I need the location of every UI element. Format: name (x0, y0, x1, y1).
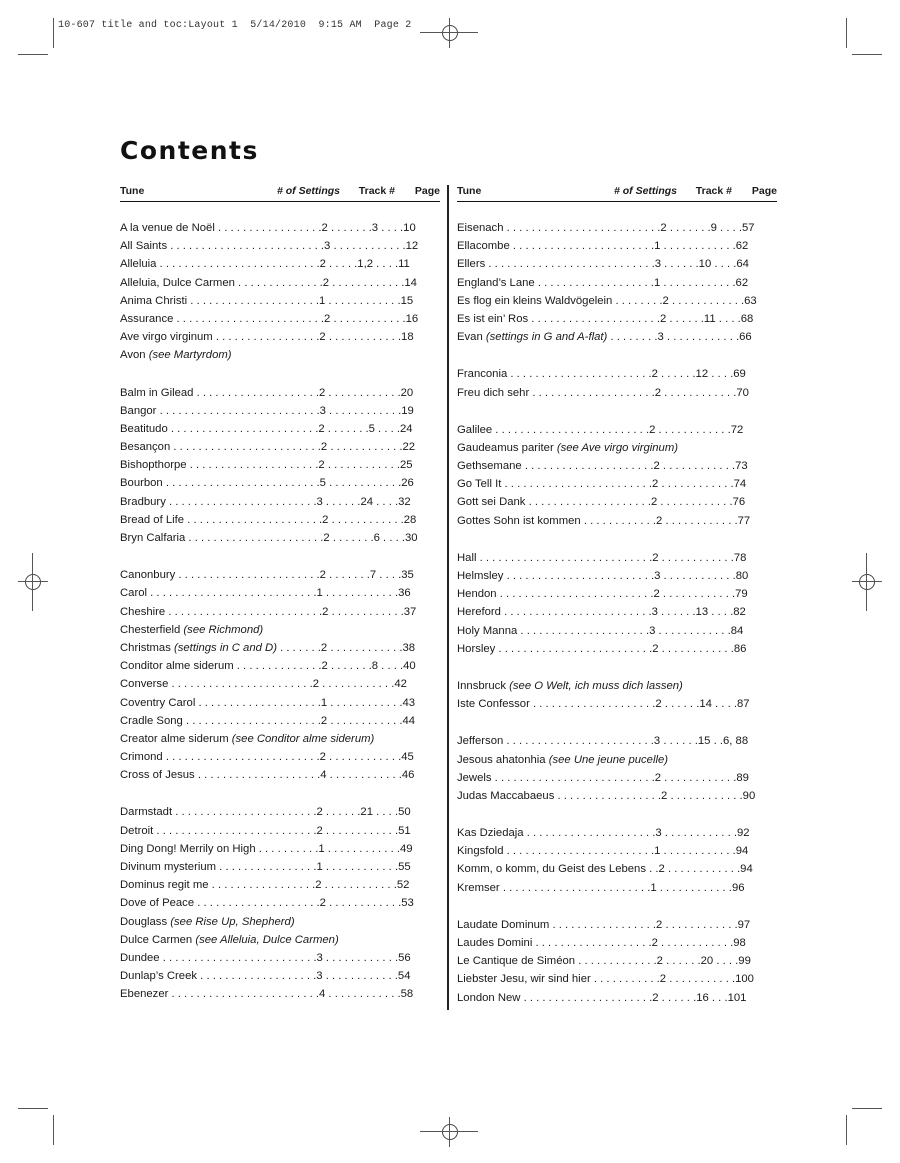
toc-entry (457, 879, 777, 897)
entry-text: Anima Christi . . . . . . . . . . . . . . . . . . . . .1 . . . . . . . . . . . .15 (120, 294, 414, 307)
toc-entry (120, 858, 440, 876)
toc-entry (457, 695, 777, 713)
toc-entry (457, 219, 777, 237)
entry-text: Bangor . . . . . . . . . . . . . . . . . . . . . . . . . .3 . . . . . . . . . . . .19 (120, 404, 414, 417)
toc-entry (120, 603, 440, 621)
toc-entry (457, 916, 777, 934)
group-spacer (457, 346, 777, 365)
entry-name: Gaudeamus pariter (457, 441, 557, 454)
registration-mark-icon (866, 553, 867, 611)
entry-note: (see Alleluia, Dulce Carmen) (195, 933, 339, 946)
entry-text: Liebster Jesu, wir sind hier . . . . . . . . . . .2 . . . . . . . . . . .100 (457, 973, 754, 986)
entry-text: Bourbon . . . . . . . . . . . . . . . . . . . . . . . . .5 . . . . . . . . . . . .26 (120, 477, 414, 490)
entry-text: Laudate Dominum . . . . . . . . . . . . . . . . .2 . . . . . . . . . . . .97 (457, 918, 751, 931)
header-settings: # of Settings (276, 185, 340, 197)
entry-text: Crimond . . . . . . . . . . . . . . . . . . . . . . . . .2 . . . . . . . . . . . .45 (120, 751, 414, 764)
toc-entry (457, 585, 777, 603)
group-spacer (457, 530, 777, 549)
entry-text: Coventry Carol . . . . . . . . . . . . . . . . . . . .1 . . . . . . . . . . . .43 (120, 696, 416, 709)
entry-text: Bryn Calfaria . . . . . . . . . . . . . . . . . . . . . .2 . . . . . . .6 . . . .30 (120, 532, 418, 544)
toc-entry (457, 640, 777, 658)
entry-text: Assurance . . . . . . . . . . . . . . . . . . . . . . . .2 . . . . . . . . . . . .16 (120, 312, 419, 325)
entry-text: Besançon . . . . . . . . . . . . . . . . . . . . . . . .2 . . . . . . . . . . . .22 (120, 441, 416, 454)
toc-entry (457, 622, 777, 640)
entry-text: Dominus regit me . . . . . . . . . . . . . . . . .2 . . . . . . . . . . . .52 (120, 879, 410, 892)
entry-text: Eisenach . . . . . . . . . . . . . . . . . . . . . . . . .2 . . . . . . .9 . . . .57 (457, 222, 755, 234)
toc-entry (457, 970, 777, 988)
toc-entry (457, 475, 777, 493)
crop-mark (53, 1115, 54, 1145)
entry-text: Franconia . . . . . . . . . . . . . . . . . . . . . . .2 . . . . . .12 . . . .69 (457, 368, 746, 381)
entry-text: Kas Dziedaja . . . . . . . . . . . . . . . . . . . . .3 . . . . . . . . . . . .92 (457, 827, 750, 840)
print-slug: 10-607 title and toc:Layout 1 5/14/2010 9:15 AM Page 2 (58, 20, 412, 31)
header-track: Track # (695, 185, 732, 197)
entry-text: Dundee . . . . . . . . . . . . . . . . . . . . . . . . .3 . . . . . . . . . . . .56 (120, 951, 411, 964)
column-divider (447, 185, 449, 1010)
toc-list (120, 219, 440, 1004)
crop-mark (53, 18, 54, 48)
toc-entry (457, 384, 777, 402)
toc-entry (120, 384, 440, 402)
entry-text: Freu dich sehr . . . . . . . . . . . . . . . . . . . .2 . . . . . . . . . . . .70 (457, 386, 749, 399)
toc-column-right (457, 185, 777, 1004)
toc-entry (120, 621, 440, 639)
entry-text: Bradbury . . . . . . . . . . . . . . . . . . . . . . . .3 . . . . . .24 . . . .32 (120, 495, 411, 508)
group-spacer (120, 547, 440, 566)
entry-text: Judas Maccabaeus . . . . . . . . . . . . . . . . .2 . . . . . . . . . . . .90 (457, 789, 756, 802)
toc-entry (457, 439, 777, 457)
column-header (457, 185, 777, 202)
entry-text: Beatitudo . . . . . . . . . . . . . . . . . . . . . . . .2 . . . . . . .5 . . . .24 (120, 422, 413, 435)
toc-entry (120, 639, 440, 657)
toc-entry (120, 803, 440, 821)
entry-text: Alleluia, Dulce Carmen . . . . . . . . . . . . . .2 . . . . . . . . . . . .14 (120, 276, 417, 289)
toc-list (457, 219, 777, 1007)
toc-entry (120, 310, 440, 328)
toc-entry (120, 694, 440, 712)
toc-entry (120, 584, 440, 602)
entry-text: Es flog ein kleins Waldvögelein . . . . . . . .2 . . . . . . . . . . . .63 (457, 294, 757, 307)
toc-entry (457, 549, 777, 567)
entry-text: Galilee . . . . . . . . . . . . . . . . . . . . . . . . .2 . . . . . . . . . . . .72 (457, 423, 744, 436)
entry-text: England’s Lane . . . . . . . . . . . . . . . . . . .1 . . . . . . . . . . . .62 (457, 276, 749, 289)
header-track: Track # (358, 185, 395, 197)
crop-mark (18, 54, 48, 55)
toc-entry (457, 732, 777, 750)
entry-note: (see Rise Up, Shepherd) (170, 915, 295, 928)
entry-text: Gott sei Dank . . . . . . . . . . . . . . . . . . . .2 . . . . . . . . . . . .76 (457, 496, 746, 509)
header-tune: Tune (120, 185, 145, 197)
toc-entry (120, 493, 440, 511)
entry-name: Evan (457, 331, 486, 344)
entry-text: Darmstadt . . . . . . . . . . . . . . . . . . . . . . .2 . . . . . .21 . . . .50 (120, 806, 411, 819)
header-settings: # of Settings (613, 185, 677, 197)
entry-text: Hereford . . . . . . . . . . . . . . . . . . . . . . . .3 . . . . . .13 . . . .82 (457, 606, 746, 619)
entry-note: (see Conditor alme siderum) (231, 732, 375, 745)
entry-text: Komm, o komm, du Geist des Lebens . .2 . . . . . . . . . . . .94 (457, 863, 753, 876)
toc-entry (120, 657, 440, 675)
toc-entry (120, 876, 440, 894)
entry-name: Christmas (120, 641, 174, 654)
entry-text: Kremser . . . . . . . . . . . . . . . . . . . . . . . .1 . . . . . . . . . . . .96 (457, 881, 745, 894)
header-tune: Tune (457, 185, 482, 197)
entry-text: Divinum mysterium . . . . . . . . . . . . . . . .1 . . . . . . . . . . . .55 (120, 861, 411, 873)
toc-column-left (120, 185, 440, 1001)
toc-entry (120, 894, 440, 912)
group-spacer (457, 713, 777, 732)
registration-mark-icon (852, 581, 882, 582)
entry-text: Dunlap’s Creek . . . . . . . . . . . . . . . . . . .3 . . . . . . . . . . . .54 (120, 970, 411, 983)
entry-name: Douglass (120, 915, 171, 928)
toc-entry (120, 255, 440, 273)
toc-entry (457, 603, 777, 621)
toc-entry (120, 766, 440, 784)
entry-values: . . . . . . . .3 . . . . . . . . . . . .66 (607, 331, 752, 344)
entry-text: A la venue de Noël . . . . . . . . . . . . . . . . .2 . . . . . . .3 . . . .10 (120, 222, 416, 234)
toc-entry (457, 934, 777, 952)
registration-mark-icon (859, 574, 875, 590)
entry-text: Ellers . . . . . . . . . . . . . . . . . . . . . . . . . . .3 . . . . . .10 . . . .64 (457, 258, 749, 271)
registration-mark-icon (449, 1117, 450, 1147)
toc-entry (457, 457, 777, 475)
entry-text: Iste Confessor . . . . . . . . . . . . . . . . . . . .2 . . . . . .14 . . . .87 (457, 698, 750, 711)
toc-entry (120, 438, 440, 456)
toc-entry (120, 511, 440, 529)
crop-mark (846, 18, 847, 48)
toc-entry (120, 949, 440, 967)
registration-mark-icon (442, 1124, 458, 1140)
entry-text: Bishopthorpe . . . . . . . . . . . . . . . . . . . . .2 . . . . . . . . . . . .25 (120, 459, 413, 472)
entry-text: Alleluia . . . . . . . . . . . . . . . . . . . . . . . . . .2 . . . . .1,2 . . . .11 (120, 258, 410, 271)
toc-entry (120, 219, 440, 237)
toc-entry (120, 840, 440, 858)
entry-values: . . . . . . .2 . . . . . . . . . . . .38 (276, 641, 416, 654)
entry-text: Ding Dong! Merrily on High . . . . . . . . . .1 . . . . . . . . . . . .49 (120, 842, 413, 855)
entry-text: Conditor alme siderum . . . . . . . . . . . . . .2 . . . . . . .8 . . . .40 (120, 660, 416, 673)
registration-mark-icon (420, 1131, 478, 1132)
entry-text: Le Cantique de Siméon . . . . . . . . . . . . .2 . . . . . .20 . . . .99 (457, 955, 751, 968)
registration-mark-icon (32, 553, 33, 611)
toc-entry (120, 967, 440, 985)
toc-entry (457, 842, 777, 860)
toc-entry (120, 346, 440, 364)
toc-entry (457, 274, 777, 292)
crop-mark (18, 1108, 48, 1109)
entry-text: Canonbury . . . . . . . . . . . . . . . . . . . . . . .2 . . . . . . .7 . . . .35 (120, 569, 414, 582)
toc-entry (457, 787, 777, 805)
entry-note: (settings in G and A-flat) (485, 331, 608, 344)
toc-entry (120, 675, 440, 693)
entry-name: Dulce Carmen (120, 933, 196, 946)
entry-text: London New . . . . . . . . . . . . . . . . . . . . .2 . . . . . .16 . . .101 (457, 991, 747, 1004)
entry-text: Balm in Gilead . . . . . . . . . . . . . . . . . . . .2 . . . . . . . . . . . .20 (120, 386, 414, 399)
header-page: Page (751, 185, 777, 197)
entry-note: (see Martyrdom) (148, 349, 232, 362)
entry-text: Hall . . . . . . . . . . . . . . . . . . . . . . . . . . . .2 . . . . . . . . . . . .78 (457, 551, 747, 564)
registration-mark-icon (25, 574, 41, 590)
entry-note: (settings in C and D) (173, 641, 277, 654)
group-spacer (120, 365, 440, 384)
toc-entry (120, 748, 440, 766)
toc-entry (457, 860, 777, 878)
entry-text: Cradle Song . . . . . . . . . . . . . . . . . . . . . .2 . . . . . . . . . . . .44 (120, 714, 416, 727)
toc-entry (120, 420, 440, 438)
toc-entry (457, 328, 777, 346)
entry-text: Hendon . . . . . . . . . . . . . . . . . . . . . . . . .2 . . . . . . . . . . . .79 (457, 588, 748, 601)
toc-entry (457, 824, 777, 842)
toc-entry (457, 237, 777, 255)
entry-text: Gethsemane . . . . . . . . . . . . . . . . . . . . .2 . . . . . . . . . . . .73 (457, 460, 748, 473)
entry-name: Creator alme siderum (120, 732, 232, 745)
toc-entry (457, 677, 777, 695)
entry-text: Cross of Jesus . . . . . . . . . . . . . . . . . . . .4 . . . . . . . . . . . .46 (120, 769, 415, 782)
toc-entry (457, 751, 777, 769)
header-page: Page (414, 185, 440, 197)
crop-mark (846, 1115, 847, 1145)
entry-text: Bread of Life . . . . . . . . . . . . . . . . . . . . . .2 . . . . . . . . . . . .28 (120, 513, 417, 526)
toc-entry (120, 402, 440, 420)
entry-name: Innsbruck (457, 679, 510, 692)
entry-text: Kingsfold . . . . . . . . . . . . . . . . . . . . . . . .1 . . . . . . . . . . . .94 (457, 845, 749, 858)
toc-entry (457, 310, 777, 328)
group-spacer (120, 784, 440, 803)
page-title: Contents (120, 136, 259, 165)
registration-mark-icon (442, 25, 458, 41)
toc-entry (457, 255, 777, 273)
toc-entry (120, 712, 440, 730)
crop-mark (852, 54, 882, 55)
toc-entry (457, 567, 777, 585)
registration-mark-icon (18, 581, 48, 582)
toc-entry (120, 456, 440, 474)
entry-text: Detroit . . . . . . . . . . . . . . . . . . . . . . . . . .2 . . . . . . . . . . . .51 (120, 824, 411, 837)
group-spacer (457, 897, 777, 916)
toc-entry (120, 292, 440, 310)
entry-name: Chesterfield (120, 623, 184, 636)
toc-entry (120, 474, 440, 492)
entry-note: (see Ave virgo virginum) (556, 441, 679, 454)
toc-entry (120, 822, 440, 840)
toc-entry (457, 952, 777, 970)
registration-mark-icon (420, 32, 478, 33)
entry-name: Avon (120, 349, 149, 362)
entry-text: Gottes Sohn ist kommen . . . . . . . . . . . .2 . . . . . . . . . . . .77 (457, 514, 751, 527)
entry-note: (see Une jeune pucelle) (548, 753, 669, 766)
entry-text: Horsley . . . . . . . . . . . . . . . . . . . . . . . . .2 . . . . . . . . . . . .86 (457, 642, 747, 655)
entry-text: Jefferson . . . . . . . . . . . . . . . . . . . . . . . .3 . . . . . .15 . .6, 88 (457, 735, 749, 748)
entry-text: Ave virgo virginum . . . . . . . . . . . . . . . . .2 . . . . . . . . . . . .18 (120, 331, 414, 344)
group-spacer (457, 805, 777, 824)
entry-name: Jesous ahatonhia (457, 753, 549, 766)
crop-mark (852, 1108, 882, 1109)
group-spacer (457, 658, 777, 677)
toc-entry (457, 769, 777, 787)
entry-text: Converse . . . . . . . . . . . . . . . . . . . . . . .2 . . . . . . . . . . . .42 (120, 678, 407, 691)
entry-text: Holy Manna . . . . . . . . . . . . . . . . . . . . .3 . . . . . . . . . . . .84 (457, 624, 744, 637)
entry-text: Carol . . . . . . . . . . . . . . . . . . . . . . . . . . .1 . . . . . . . . . . . .36 (120, 587, 411, 600)
column-header (120, 185, 440, 202)
group-spacer (457, 402, 777, 421)
toc-entry (120, 529, 440, 547)
entry-note: (see Richmond) (183, 623, 264, 636)
toc-entry (120, 566, 440, 584)
entry-text: Cheshire . . . . . . . . . . . . . . . . . . . . . . . . .2 . . . . . . . . . . . .37 (120, 605, 417, 618)
toc-entry (120, 274, 440, 292)
entry-text: Ebenezer . . . . . . . . . . . . . . . . . . . . . . . .4 . . . . . . . . . . . .58 (120, 988, 414, 1001)
entry-text: Laudes Domini . . . . . . . . . . . . . . . . . . .2 . . . . . . . . . . . .98 (457, 937, 746, 949)
toc-entry (457, 512, 777, 530)
toc-entry (120, 913, 440, 931)
toc-entry (120, 328, 440, 346)
entry-text: Jewels . . . . . . . . . . . . . . . . . . . . . . . . . .2 . . . . . . . . . . . .89 (457, 771, 749, 784)
toc-entry (457, 989, 777, 1007)
toc-entry (457, 421, 777, 439)
entry-text: Helmsley . . . . . . . . . . . . . . . . . . . . . . . .3 . . . . . . . . . . . .80 (457, 570, 749, 582)
entry-text: Ellacombe . . . . . . . . . . . . . . . . . . . . . . .1 . . . . . . . . . . . .62 (457, 240, 749, 253)
entry-text: Es ist ein’ Ros . . . . . . . . . . . . . . . . . . . . .2 . . . . . .11 . . . .68 (457, 312, 754, 325)
toc-entry (120, 730, 440, 748)
entry-text: Dove of Peace . . . . . . . . . . . . . . . . . . . .2 . . . . . . . . . . . .53 (120, 897, 414, 910)
entry-note: (see O Welt, ich muss dich lassen) (509, 679, 683, 692)
registration-mark-icon (449, 18, 450, 48)
toc-entry (457, 365, 777, 383)
toc-entry (457, 493, 777, 511)
toc-entry (120, 237, 440, 255)
toc-entry (457, 292, 777, 310)
entry-text: All Saints . . . . . . . . . . . . . . . . . . . . . . . . .3 . . . . . . . . . . . .12 (120, 240, 419, 253)
toc-entry (120, 985, 440, 1003)
toc-entry (120, 931, 440, 949)
entry-text: Go Tell It . . . . . . . . . . . . . . . . . . . . . . . .2 . . . . . . . . . . . .74 (457, 478, 747, 491)
